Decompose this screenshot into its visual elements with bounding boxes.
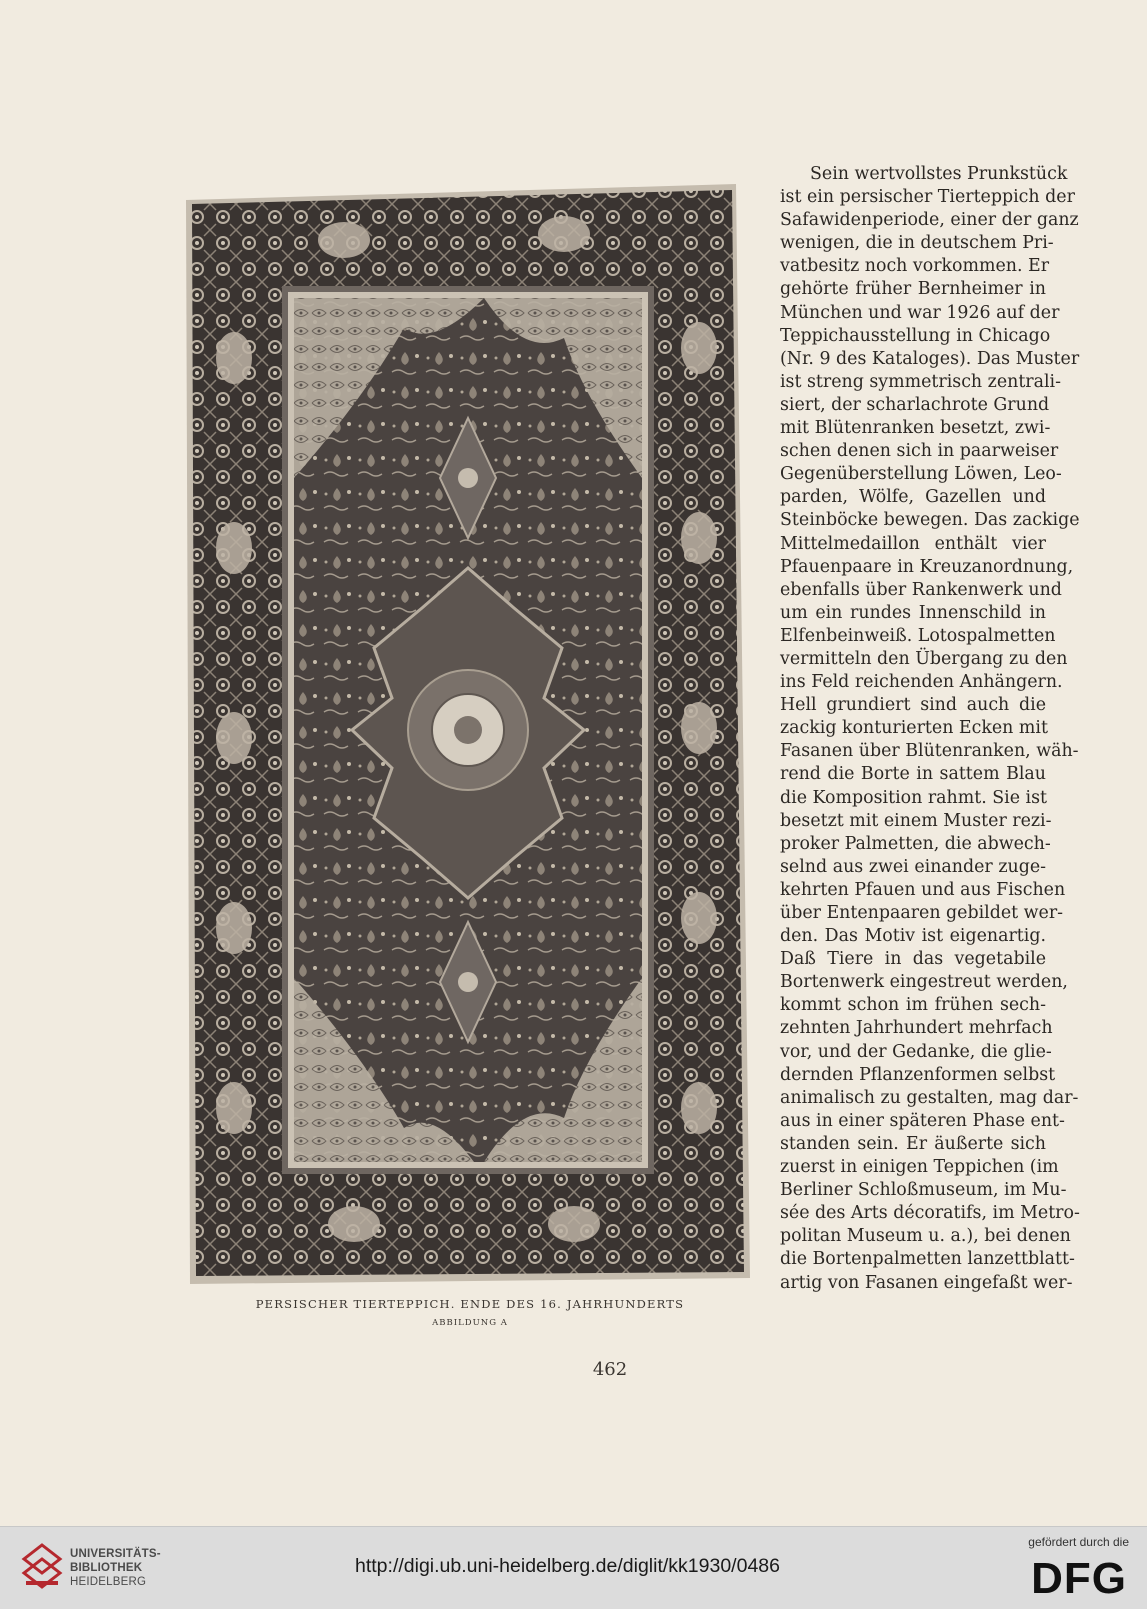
- text-line: Sein wertvollstes Prunkstück: [810, 164, 1068, 184]
- text-line: vatbesitz noch vorkommen. Er: [780, 256, 1050, 277]
- text-line: zuerst in einigen Teppichen (im: [780, 1157, 1059, 1178]
- text-line: siert, der scharlachrote Grund: [780, 394, 1050, 415]
- text-line: München und war 1926 auf der: [780, 302, 1060, 323]
- funded-by-label: gefördert durch die: [1028, 1535, 1129, 1549]
- institution-line: UNIVERSITÄTS-: [70, 1548, 161, 1560]
- text-line: vermitteln den Übergang zu den: [780, 648, 1068, 669]
- footer-bar: [0, 1526, 1147, 1609]
- text-line: schen denen sich in paarweiser: [780, 441, 1059, 462]
- text-line: artig von Fasanen eingefaßt wer-: [780, 1272, 1073, 1293]
- text-line: vor, und der Gedanke, die glie-: [780, 1041, 1052, 1062]
- carpet-illustration: [184, 178, 752, 1285]
- text-line: kehrten Pfauen und aus Fischen: [780, 879, 1066, 900]
- text-line: parden, Wölfe, Gazellen und: [780, 487, 1046, 508]
- permalink-url[interactable]: http://digi.ub.uni-heidelberg.de/diglit/kk1930/0486: [355, 1555, 780, 1577]
- text-line: Steinböcke bewegen. Das zackige: [780, 510, 1080, 531]
- institution-name: [70, 1547, 161, 1589]
- text-line: Safawidenperiode, einer der ganz: [780, 210, 1079, 231]
- text-line: ebenfalls über Rankenwerk und: [780, 579, 1062, 600]
- text-line: besetzt mit einem Muster rezi-: [780, 810, 1052, 831]
- text-line: ist ein persischer Tierteppich der: [780, 187, 1075, 208]
- text-line: Mittelmedaillon enthält vier: [780, 533, 1046, 554]
- text-line: Pfauenpaare in Kreuzanordnung,: [780, 556, 1074, 577]
- text-line: zehnten Jahrhundert mehrfach: [780, 1018, 1053, 1039]
- text-line: politan Museum u. a.), bei denen: [780, 1226, 1071, 1247]
- text-line: Gegenüberstellung Löwen, Leo-: [780, 464, 1062, 485]
- text-line: ins Feld reichenden Anhängern.: [780, 672, 1063, 693]
- text-line: Elfenbeinweiß. Lotospalmetten: [780, 625, 1056, 646]
- text-line: rend die Borte in sattem Blau: [780, 764, 1046, 785]
- text-line: aus in einer späteren Phase ent-: [780, 1110, 1065, 1131]
- text-line: proker Palmetten, die abwech-: [780, 833, 1051, 854]
- figure-label: ABBILDUNG A: [432, 1318, 508, 1328]
- text-line: mit Blütenranken besetzt, zwi-: [780, 418, 1051, 439]
- text-line: Teppichausstellung in Chicago: [780, 325, 1051, 346]
- text-line: Daß Tiere in das vegetabile: [780, 949, 1046, 970]
- text-line: Bortenwerk eingestreut werden,: [780, 972, 1068, 993]
- text-line: animalisch zu gestalten, mag dar-: [780, 1087, 1079, 1108]
- text-line: standen sein. Er äußerte sich: [780, 1133, 1046, 1154]
- university-library-logo-icon[interactable]: [20, 1541, 64, 1593]
- page-number: 462: [592, 1359, 628, 1380]
- text-line: ist streng symmetrisch zentrali-: [780, 371, 1061, 392]
- figure-caption: PERSISCHER TIERTEPPICH. ENDE DES 16. JAHRHUNDERTS: [255, 1297, 685, 1311]
- text-line: Fasanen über Blütenranken, wäh-: [780, 741, 1079, 762]
- text-line: die Bortenpalmetten lanzettblatt-: [780, 1249, 1075, 1270]
- institution-line: HEIDELBERG: [70, 1576, 147, 1588]
- text-line: wenigen, die in deutschem Pri-: [780, 233, 1054, 254]
- text-line: die Komposition rahmt. Sie ist: [780, 787, 1048, 808]
- text-line: Berliner Schloßmuseum, im Mu-: [780, 1180, 1067, 1201]
- text-line: um ein rundes Innenschild in: [780, 602, 1046, 623]
- carpet-image: [184, 178, 752, 1285]
- text-line: kommt schon im frühen sech-: [780, 995, 1046, 1016]
- text-line: gehörte früher Bernheimer in: [780, 279, 1046, 300]
- body-text: [780, 163, 1080, 1295]
- text-line: sée des Arts décoratifs, im Metro-: [780, 1203, 1080, 1224]
- text-line: zackig konturierten Ecken mit: [780, 718, 1048, 739]
- text-line: (Nr. 9 des Kataloges). Das Muster: [780, 348, 1080, 369]
- text-line: dernden Pflanzenformen selbst: [780, 1064, 1056, 1085]
- text-line: den. Das Motiv ist eigenartig.: [780, 926, 1046, 947]
- text-line: selnd aus zwei einander zuge-: [780, 856, 1046, 877]
- institution-line: BIBLIOTHEK: [70, 1562, 143, 1574]
- text-line: Hell grundiert sind auch die: [780, 695, 1046, 716]
- dfg-logo[interactable]: DFG: [1031, 1554, 1127, 1603]
- text-line: über Entenpaaren gebildet wer-: [780, 903, 1064, 923]
